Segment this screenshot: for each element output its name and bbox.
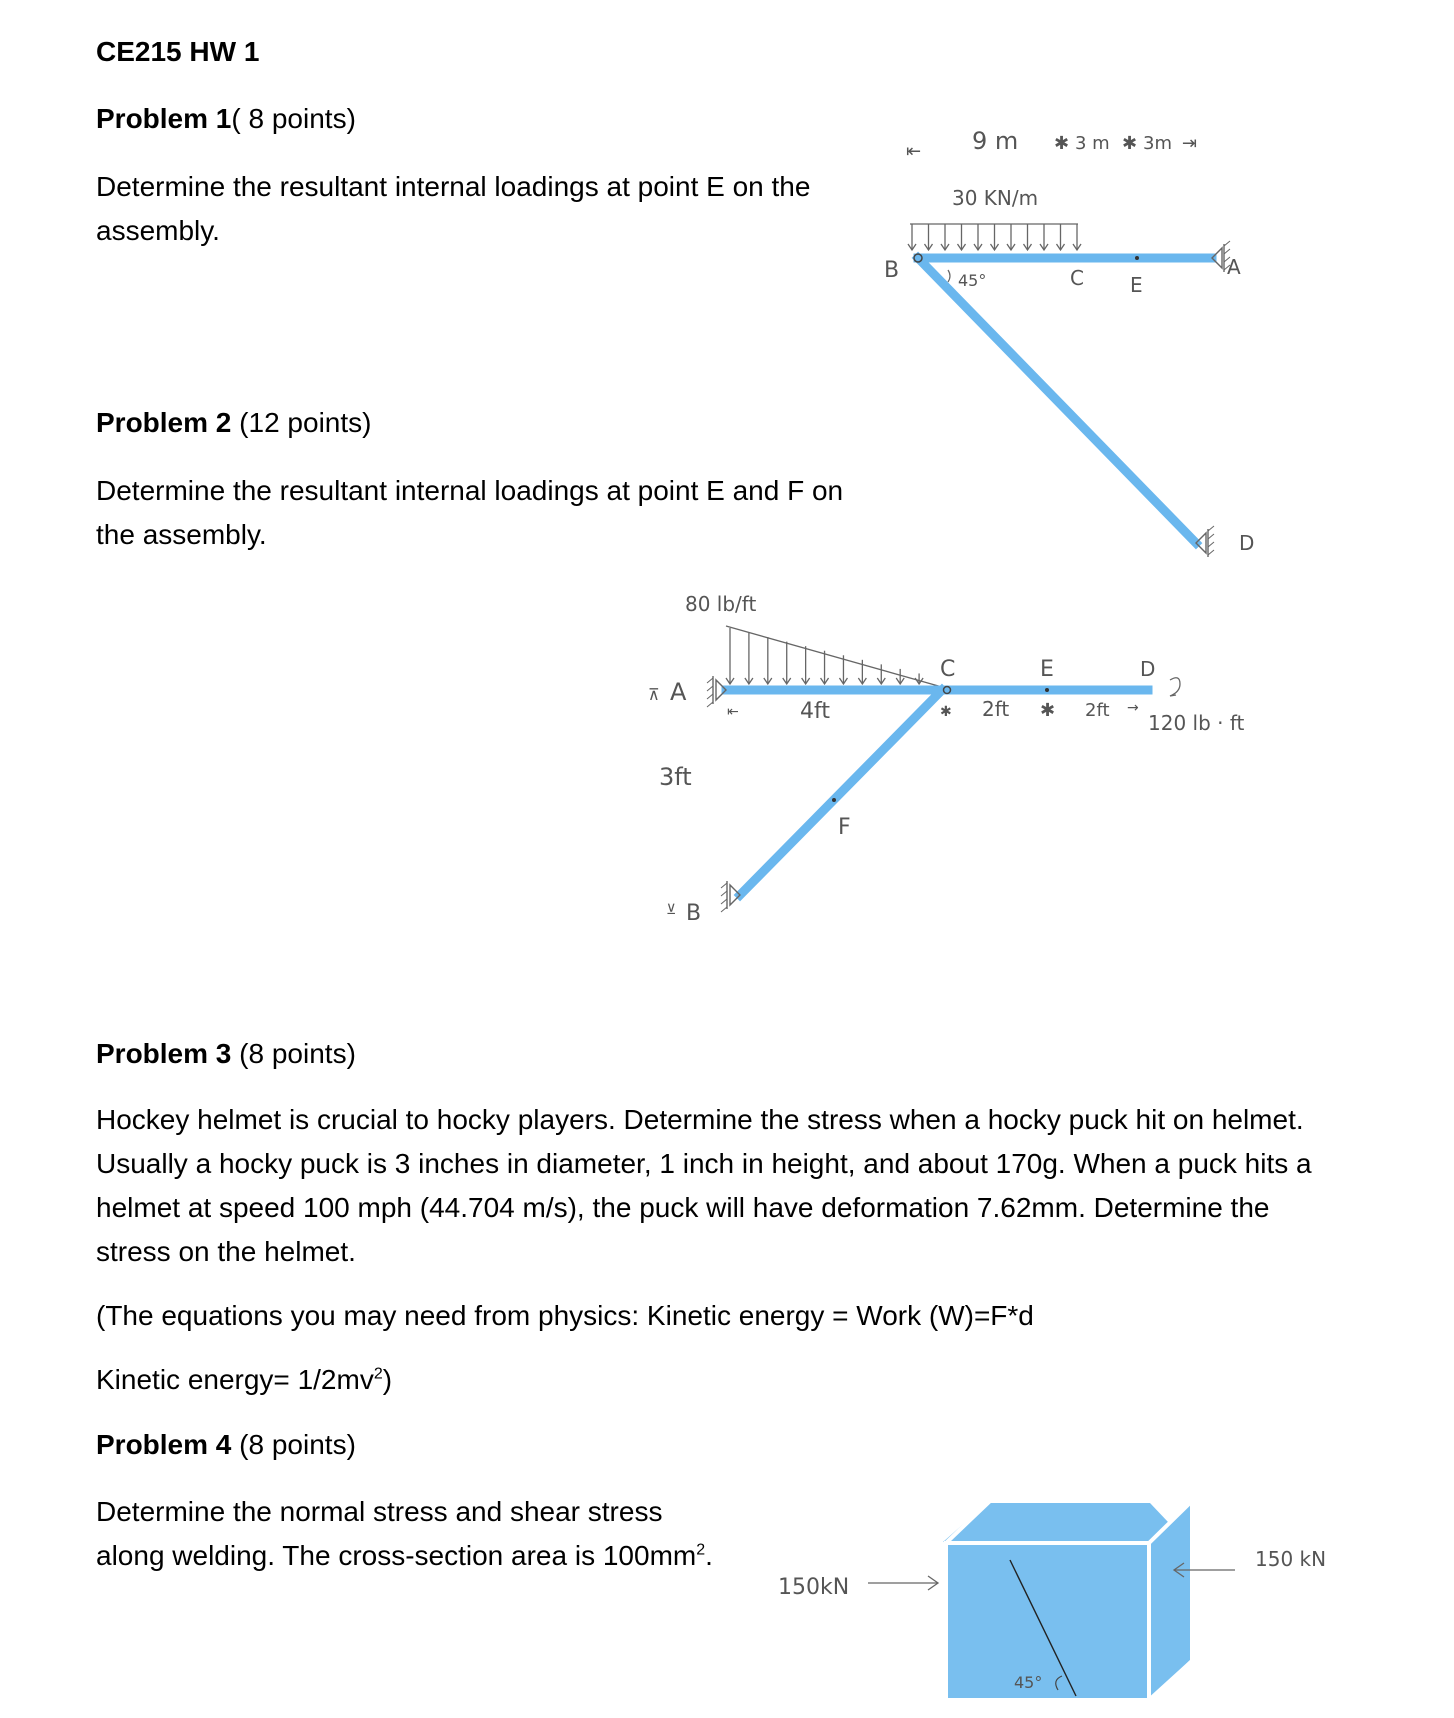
fig2-moment-label: 120 lb · ft bbox=[1148, 711, 1245, 735]
fig2-dim-2ft-b: 2ft bbox=[1085, 700, 1110, 721]
fig1-label-A: A bbox=[1227, 255, 1241, 279]
fig4-block-front-face bbox=[948, 1545, 1148, 1698]
svg-text:→: → bbox=[1127, 700, 1139, 716]
fig1-dim-9m: 9 m bbox=[972, 127, 1019, 155]
svg-text:✱: ✱ bbox=[940, 704, 952, 720]
fig2-label-D: D bbox=[1140, 657, 1156, 681]
fig2-load-label: 80 lb/ft bbox=[685, 592, 757, 616]
fig1-label-C: C bbox=[1070, 266, 1084, 290]
fig2-label-B: B bbox=[686, 901, 702, 926]
problem-3-label: Problem 3 bbox=[96, 1038, 232, 1069]
problem-1-text: Determine the resultant internal loadings at point E on the assembly. bbox=[96, 171, 811, 246]
problem-3-text: Hockey helmet is crucial to hocky players. Determine the stress when a hocky puck hit on helmet. Usually a hocky puck is 3 inches in diameter, 1 inch in height, and about 170g. When a puck hits a helmet at speed 100 mph (44.704 m/s), the puck will have deformation 7.62mm. Determine the stress on the helmet. bbox=[96, 1104, 1312, 1267]
figure-1 bbox=[884, 127, 1254, 557]
fig1-label-E: E bbox=[1130, 273, 1143, 297]
fig2-label-F: F bbox=[838, 815, 851, 840]
fig1-dim-3m-b: 3m bbox=[1143, 133, 1172, 154]
fig2-dim-3ft: 3ft bbox=[659, 763, 692, 791]
fig2-member-CB bbox=[740, 690, 942, 895]
fig2-triangular-load bbox=[726, 626, 942, 687]
fig2-label-E: E bbox=[1040, 657, 1054, 682]
fig1-member-BD bbox=[918, 258, 1196, 543]
svg-text:⇤: ⇤ bbox=[727, 704, 739, 720]
fig2-label-C: C bbox=[940, 657, 956, 682]
problem-4-points: (8 points) bbox=[231, 1429, 356, 1460]
fig4-force-left-label: 150kN bbox=[778, 1575, 850, 1600]
problem-3-note-2-suffix: ) bbox=[382, 1364, 393, 1395]
problem-4-text-sup: 2 bbox=[696, 1541, 706, 1559]
fig2-label-A: A bbox=[670, 678, 687, 706]
svg-text:⊻: ⊻ bbox=[666, 902, 677, 918]
svg-text:✱: ✱ bbox=[1122, 133, 1138, 154]
svg-text:⇤: ⇤ bbox=[906, 141, 922, 162]
problem-3-note-2-prefix: Kinetic energy= 1/2mv bbox=[96, 1364, 374, 1395]
svg-text:⇥: ⇥ bbox=[1182, 133, 1198, 154]
problem-4-text-prefix: Determine the normal stress and shear stress along welding. The cross-section area is 100mm bbox=[96, 1496, 697, 1571]
fig2-dim-2ft-a: 2ft bbox=[982, 697, 1010, 721]
svg-text:⊼: ⊼ bbox=[648, 685, 660, 704]
problem-2-points: (12 points) bbox=[231, 407, 372, 438]
fig4-force-right-label: 150 kN bbox=[1255, 1547, 1327, 1571]
problem-3-note-1: (The equations you may need from physics: Kinetic energy = Work (W)=F*d bbox=[96, 1300, 1034, 1331]
fig1-angle-arc bbox=[948, 270, 950, 282]
problem-2-text: Determine the resultant internal loadings at point E and F on the assembly. bbox=[96, 475, 844, 550]
problem-4-text-suffix: . bbox=[705, 1540, 713, 1571]
problem-1-label: Problem 1 bbox=[96, 103, 232, 134]
figure-4 bbox=[778, 1501, 1326, 1700]
fig2-moment-arrow bbox=[1170, 678, 1180, 696]
fig1-label-B: B bbox=[884, 258, 900, 283]
fig2-point-E bbox=[1045, 688, 1049, 692]
fig1-point-E bbox=[1135, 256, 1139, 260]
fig2-dim-4ft: 4ft bbox=[800, 699, 830, 724]
svg-text:✱: ✱ bbox=[1054, 133, 1070, 154]
fig2-load-slope bbox=[726, 626, 942, 687]
problem-2-label: Problem 2 bbox=[96, 407, 232, 438]
fig1-load-label: 30 KN/m bbox=[952, 186, 1039, 210]
figure-2 bbox=[648, 592, 1245, 926]
fig1-dim-3m-a: 3 m bbox=[1075, 133, 1110, 154]
problem-3-points: (8 points) bbox=[231, 1038, 356, 1069]
fig4-angle: 45° bbox=[1014, 1673, 1043, 1692]
svg-text:✱: ✱ bbox=[1040, 700, 1056, 721]
problem-1-points: ( 8 points) bbox=[231, 103, 356, 134]
fig1-label-D: D bbox=[1239, 531, 1255, 555]
fig1-angle: 45° bbox=[958, 271, 987, 290]
problem-4-label: Problem 4 bbox=[96, 1429, 232, 1460]
problem-3-note-2-sup: 2 bbox=[373, 1365, 383, 1383]
fig1-distributed-load bbox=[908, 224, 1081, 250]
homework-title: CE215 HW 1 bbox=[96, 36, 260, 67]
fig2-point-F bbox=[832, 798, 836, 802]
